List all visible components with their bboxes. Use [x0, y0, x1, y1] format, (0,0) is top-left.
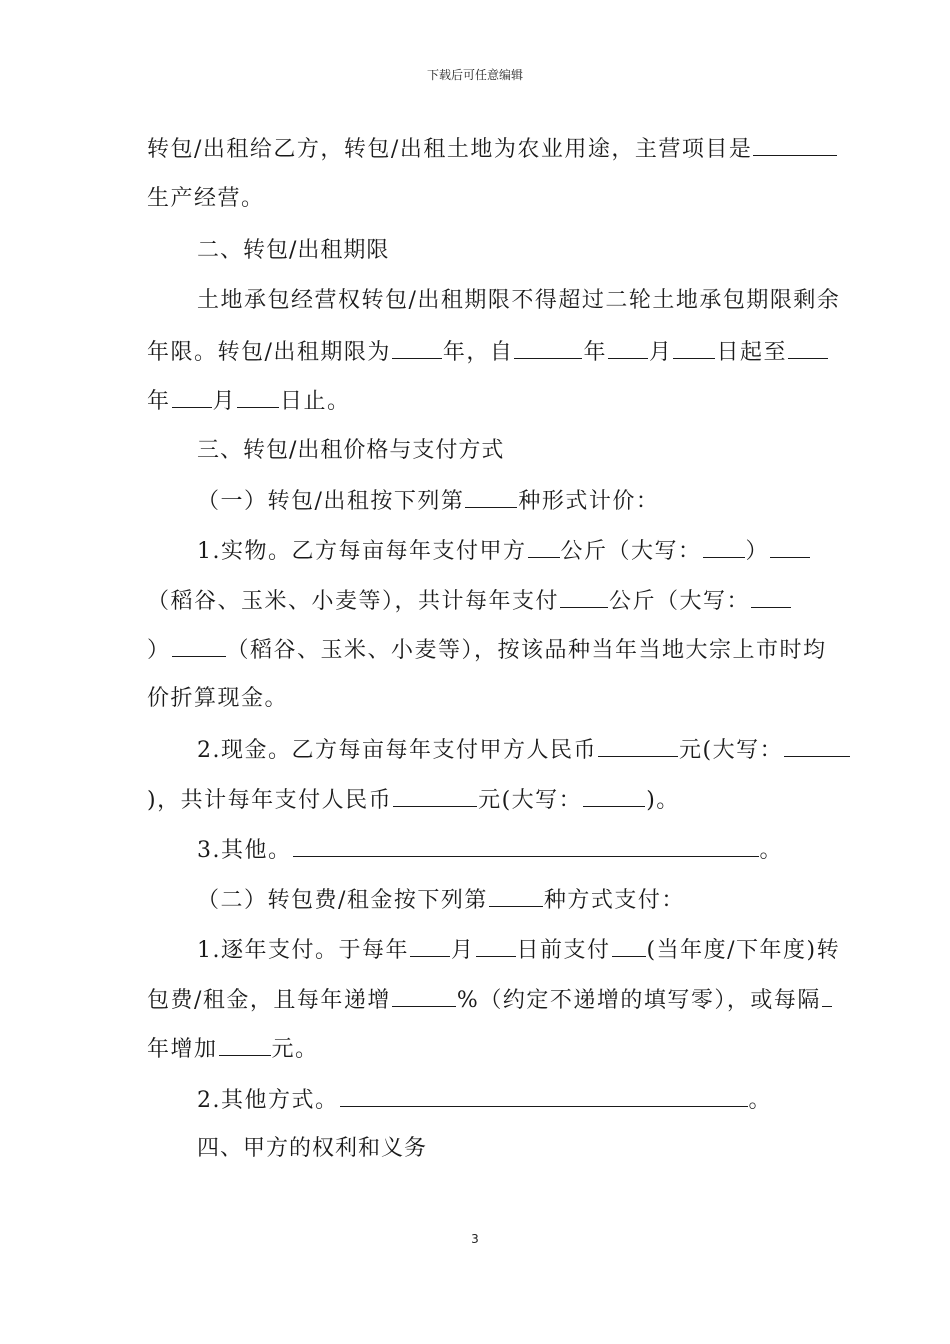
paragraph-line — [147, 784, 680, 816]
text: 2.现金。乙方每亩每年支付甲方人民币 — [197, 738, 597, 763]
fill-blank — [393, 784, 477, 807]
section-heading: 四、甲方的权利和义务 — [197, 1136, 428, 1161]
fill-blank — [489, 884, 543, 907]
text: 公斤（大写： — [560, 539, 702, 564]
paragraph-line — [197, 734, 851, 766]
fill-blank — [514, 336, 582, 359]
text: 1.逐年支付。于每年 — [197, 938, 409, 963]
text: 日起至 — [716, 340, 787, 365]
text: 元。 — [271, 1037, 319, 1062]
text: ） — [745, 539, 770, 564]
paragraph-line — [147, 585, 792, 617]
text: 公斤（大写： — [609, 589, 751, 614]
fill-blank — [788, 336, 828, 359]
text: 年，自 — [442, 340, 514, 365]
fill-blank — [293, 834, 759, 857]
text: 转包/出租给乙方，转包/出租土地为农业用途，主营项目是 — [147, 137, 753, 162]
text: （稻谷、玉米、小麦等），按该品种当年当地大宗上市时均 — [226, 638, 827, 663]
text: (当年度/下年度)转 — [646, 938, 841, 963]
text: 2.其他方式。 — [197, 1088, 339, 1113]
fill-blank — [476, 934, 516, 957]
fill-blank — [172, 634, 226, 657]
fill-blank — [770, 535, 810, 558]
text: 种形式计价： — [518, 489, 660, 514]
text: 1.实物。乙方每亩每年支付甲方 — [197, 539, 527, 564]
paragraph-line — [197, 934, 840, 966]
fill-blank — [608, 336, 648, 359]
fill-blank — [237, 385, 279, 408]
text: 年限。转包/出租期限为 — [147, 340, 391, 365]
fill-blank — [392, 336, 442, 359]
text: 元(大写： — [679, 738, 784, 763]
text: ） — [147, 638, 171, 663]
text: （二）转包费/租金按下列第 — [197, 888, 488, 913]
text: 种方式支付： — [543, 888, 685, 913]
text: )。 — [646, 788, 680, 813]
fill-blank — [219, 1033, 271, 1056]
text: 月 — [648, 340, 673, 365]
text: 年 — [147, 389, 171, 414]
text: 年增加 — [147, 1037, 218, 1062]
paragraph-line — [147, 984, 833, 1016]
paragraph-line — [197, 834, 783, 866]
fill-blank — [673, 336, 715, 359]
section-heading: 二、转包/出租期限 — [197, 238, 390, 263]
fill-blank — [612, 934, 646, 957]
paragraph-line: 土地承包经营权转包/出租期限不得超过二轮土地承包期限剩余 — [197, 288, 841, 313]
fill-blank — [598, 734, 678, 757]
page-header: 下载后可任意编辑 — [426, 68, 523, 82]
paragraph-line: 生产经营。 — [147, 186, 265, 211]
fill-blank — [172, 385, 212, 408]
text: 包费/租金，且每年递增 — [147, 988, 391, 1013]
text: 日前支付 — [516, 938, 611, 963]
text: )，共计每年支付人民币 — [147, 788, 393, 813]
text: 月 — [451, 938, 475, 963]
paragraph-line — [147, 133, 838, 165]
fill-blank — [784, 734, 850, 757]
fill-blank — [340, 1084, 748, 1107]
fill-blank — [753, 133, 837, 156]
fill-blank — [583, 784, 645, 807]
text: （一）转包/出租按下列第 — [197, 489, 465, 514]
paragraph-line — [197, 485, 659, 517]
text: 年 — [583, 340, 607, 365]
fill-blank — [392, 984, 456, 1007]
fill-blank — [703, 535, 745, 558]
text: %（约定不递增的填写零），或每隔 — [456, 988, 821, 1013]
text: 。 — [759, 838, 784, 863]
paragraph-line — [197, 884, 685, 916]
text: 月 — [212, 389, 237, 414]
text: 。 — [748, 1088, 773, 1113]
paragraph-line — [147, 385, 351, 417]
text: 日止。 — [280, 389, 351, 414]
fill-blank — [560, 585, 608, 608]
fill-blank — [751, 585, 791, 608]
fill-blank — [410, 934, 450, 957]
text: （稻谷、玉米、小麦等），共计每年支付 — [147, 589, 560, 614]
fill-blank — [528, 535, 560, 558]
paragraph-line: 价折算现金。 — [147, 686, 289, 711]
text: 元(大写： — [478, 788, 583, 813]
paragraph-line — [147, 634, 827, 666]
paragraph-line — [147, 336, 829, 368]
fill-blank — [465, 485, 517, 508]
paragraph-line — [197, 1084, 772, 1116]
page-number: 3 — [471, 1232, 479, 1246]
text: 3.其他。 — [197, 838, 292, 863]
paragraph-line — [147, 1033, 319, 1065]
section-heading: 三、转包/出租价格与支付方式 — [197, 438, 505, 463]
fill-blank — [822, 984, 832, 1007]
paragraph-line — [197, 535, 811, 567]
